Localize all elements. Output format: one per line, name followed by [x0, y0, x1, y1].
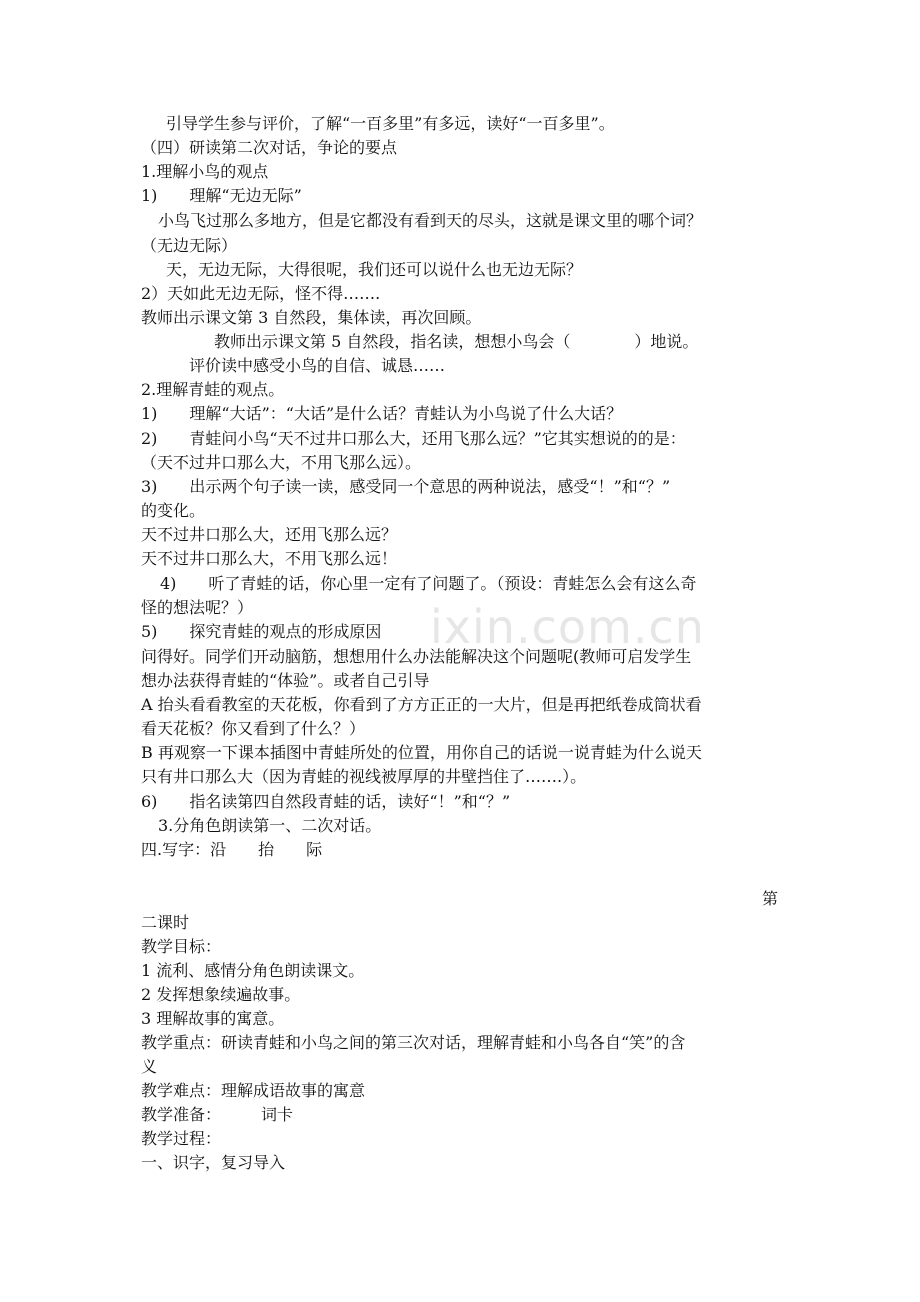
text-line: 引导学生参与评价，了解“一百多里”有多远，读好“一百多里”。 — [166, 114, 615, 133]
text-line: A 抬头看看教室的天花板，你看到了方方正正的一大片，但是再把纸卷成筒状看 — [141, 695, 702, 714]
text-line: 6) 指名读第四自然段青蛙的话，读好“！”和“？” — [141, 792, 511, 811]
text-line: 教学难点：理解成语故事的寓意 — [141, 1081, 366, 1100]
text-line: 2）天如此无边无际，怪不得……. — [141, 284, 381, 303]
text-line: 5) 探究青蛙的观点的形成原因 — [141, 622, 382, 641]
text-line: 1) 理解“大话”：“大话”是什么话？青蛙认为小鸟说了什么大话？ — [141, 404, 623, 423]
text-line: 1 流利、感情分角色朗读课文。 — [141, 961, 365, 980]
text-line: 2 发挥想象续遍故事。 — [141, 985, 301, 1004]
text-line: 教学重点：研读青蛙和小鸟之间的第三次对话，理解青蛙和小鸟各自“笑”的含 — [141, 1033, 686, 1052]
text-line: 教学过程： — [141, 1129, 222, 1148]
text-line: 教学目标： — [141, 937, 222, 956]
text-line: 3) 出示两个句子读一读，感受同一个意思的两种说法，感受“！”和“？” — [141, 477, 671, 496]
text-line: 4) 听了青蛙的话，你心里一定有了问题了。（预设：青蛙怎么会有这么奇 — [160, 574, 697, 593]
text-line: 义 — [141, 1057, 158, 1076]
text-line: 怪的想法呢？） — [141, 598, 254, 617]
section-heading: （四）研读第二次对话，争论的要点 — [141, 138, 398, 157]
text-line: 问得好。同学们开动脑筋，想想用什么办法能解决这个问题呢(教师可启发学生 — [141, 647, 692, 666]
text-line: 评价读中感受小鸟的自信、诚恳…… — [189, 356, 446, 375]
text-line: 天不过井口那么大，还用飞那么远？ — [141, 525, 398, 544]
text-line: 2) 青蛙问小鸟“天不过井口那么大，还用飞那么远？”它其实想说的的是： — [141, 429, 686, 448]
lesson-title: 二课时 — [141, 913, 190, 932]
text-line: 1) 理解“无边无际” — [141, 186, 302, 205]
text-line: 天不过井口那么大，不用飞那么远！ — [141, 549, 398, 568]
text-line: B 再观察一下课本插图中青蛙所处的位置，用你自己的话说一说青蛙为什么说天 — [141, 743, 702, 762]
text-line: 第 — [762, 889, 779, 908]
text-line: 教师出示课文第 3 自然段，集体读，再次回顾。 — [141, 308, 482, 327]
text-line: 只有井口那么大（因为青蛙的视线被厚厚的井壁挡住了…….）。 — [141, 767, 587, 786]
text-line: （无边无际） — [141, 236, 238, 255]
text-line: 看天花板？你又看到了什么？） — [141, 719, 366, 738]
text-line: 天，无边无际，大得很呢，我们还可以说什么也无边无际？ — [166, 260, 583, 279]
text-line: 3.分角色朗读第一、二次对话。 — [158, 816, 382, 835]
watermark: ixin.com.cn — [430, 600, 705, 654]
text-line: 教师出示课文第 5 自然段，指名读，想想小鸟会（ ）地说。 — [214, 332, 699, 351]
text-line: 的变化。 — [141, 501, 206, 520]
text-line: 教学准备： 词卡 — [141, 1105, 294, 1124]
text-line: （天不过井口那么大，不用飞那么远）。 — [141, 453, 422, 472]
text-line: 3 理解故事的寓意。 — [141, 1009, 285, 1028]
text-line: 2.理解青蛙的观点。 — [141, 380, 285, 399]
text-line: 一、识字，复习导入 — [141, 1153, 286, 1172]
text-line: 想办法获得青蛙的“体验”。或者自己引导 — [141, 671, 430, 690]
text-line: 小鸟飞过那么多地方，但是它都没有看到天的尽头，这就是课文里的哪个词？ — [158, 211, 703, 230]
text-line: 1.理解小鸟的观点 — [141, 162, 269, 181]
text-line: 四.写字：沿 抬 际 — [141, 840, 323, 859]
